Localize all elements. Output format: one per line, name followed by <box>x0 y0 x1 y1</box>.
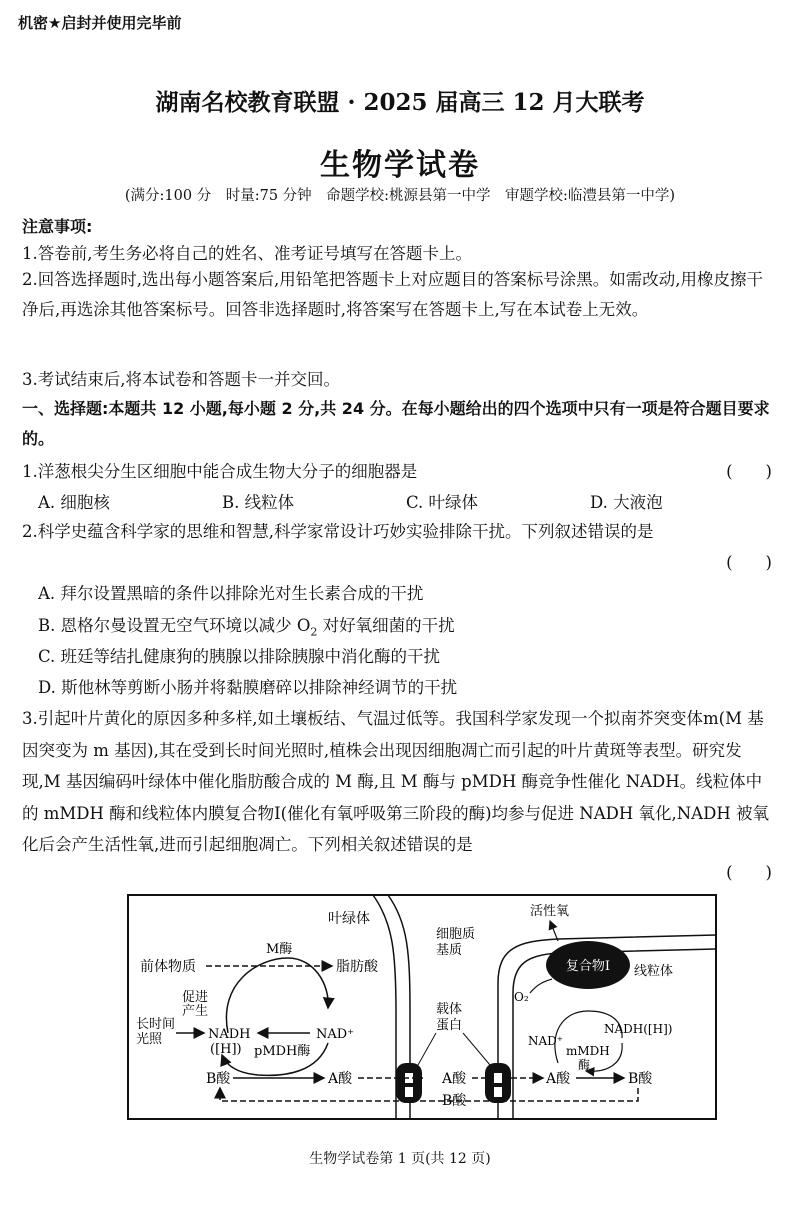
exam-title: 湖南名校教育联盟 · 2025 届高三 12 月大联考 <box>155 89 645 116</box>
nad-right-label: NAD⁺ <box>528 1034 564 1048</box>
q2-option-a: A. 拜尔设置黑暗的条件以排除光对生长素合成的干扰 <box>38 584 424 603</box>
carrier-label-2: 蛋白 <box>436 1018 463 1033</box>
b-acid-mid-label: B酸 <box>442 1093 467 1109</box>
chloroplast-membrane-outer <box>373 895 396 1119</box>
cytoplasm-label-2: 基质 <box>436 943 463 958</box>
nadh-right-label: NADH([H]) <box>604 1022 673 1036</box>
subject-title: 生物学试卷 <box>320 148 480 183</box>
q2-option-b <box>38 612 455 638</box>
exam-meta: (满分:100 分 时量:75 分钟 命题学校:桃源县第一中学 审题学校:临澧县第一中学) <box>124 188 676 204</box>
q2-option-c: C. 班廷等结扎健康狗的胰腺以排除胰腺中消化酶的干扰 <box>38 647 441 666</box>
q2-option-b-post: 对好氧细菌的干扰 <box>317 616 455 635</box>
h-label: ([H]) <box>210 1042 242 1057</box>
long-light-label-2: 光照 <box>136 1032 163 1047</box>
note-1: 1.答卷前,考生务必将自己的姓名、准考证号填写在答题卡上。 <box>22 244 472 263</box>
a-acid-right-label: A酸 <box>546 1071 571 1087</box>
ros-label: 活性氧 <box>530 904 570 919</box>
note-2: 2.回答选择题时,选出每小题答案后,用铅笔把答题卡上对应题目的答案标号涂黑。如需改动,用橡皮擦干净后,再选涂其他答案标号。回答非选择题时,将答案写在答题卡上,写在本试卷上无效。 <box>22 270 763 319</box>
note-3: 3.考试结束后,将本试卷和答题卡一并交回。 <box>22 370 340 389</box>
a-acid-left-label: A酸 <box>328 1071 353 1087</box>
section-1-heading: 一、选择题:本题共 12 小题,每小题 2 分,共 24 分。在每小题给出的四个选项中只有一项是符合题目要求的。 <box>22 399 770 448</box>
nad-label: NAD⁺ <box>316 1027 355 1042</box>
nadh-label: NADH <box>208 1027 251 1042</box>
confidential-label: 机密★启封并使用完毕前 <box>18 14 182 32</box>
q1-stem: 1.洋葱根尖分生区细胞中能合成生物大分子的细胞器是 <box>22 462 418 481</box>
promote-label-2: 产生 <box>182 1004 209 1019</box>
mmdh-label-2: 酶 <box>578 1058 591 1072</box>
q2-option-b-pre: B. 恩格尔曼设置无空气环境以减少 O <box>38 616 311 635</box>
cytoplasm-label-1: 细胞质 <box>436 927 476 942</box>
q2-option-b-sub: 2 <box>310 625 318 639</box>
complex-i-label: 复合物Ⅰ <box>565 959 611 974</box>
q2-stem: 2.科学史蕴含科学家的思维和智慧,科学家常设计巧妙实验排除干扰。下列叙述错误的是 <box>22 522 654 541</box>
q1-option-d: D. 大液泡 <box>590 493 663 512</box>
q2-answer-paren: ( ) <box>726 553 772 572</box>
metabolism-diagram <box>118 893 720 1123</box>
b-acid-left-label: B酸 <box>206 1071 231 1087</box>
chloroplast-label: 叶绿体 <box>328 911 370 927</box>
q3-stem: 3.引起叶片黄化的原因多种多样,如土壤板结、气温过低等。我国科学家发现一个拟南芥突变体m(M 基因突变为 m 基因),其在受到长时间光照时,植株会出现因细胞凋亡而引起的叶片黄斑等表型。研究发现,M 基因编码叶绿体中催化脂肪酸合成的 M 酶,且 M 酶与 pMDH 酶竞争性催化 NADH。线粒体中的 mMDH 酶和线粒体内膜复合物Ⅰ(催化有氧呼吸第三阶段的酶)均参与促进 NADH 氧化,NADH 被氧化后会产生活性氧,进而引起细胞凋亡。下列相关叙述错误的是 <box>22 709 769 854</box>
mito-label: 线粒体 <box>634 964 674 979</box>
mmdh-label-1: mMDH <box>566 1044 610 1058</box>
precursor-label: 前体物质 <box>140 959 196 975</box>
q2-option-d: D. 斯他林等剪断小肠并将黏膜磨碎以排除神经调节的干扰 <box>38 678 458 697</box>
b-acid-right-label: B酸 <box>628 1071 653 1087</box>
q3-answer-paren: ( ) <box>726 863 772 882</box>
q1-option-a: A. 细胞核 <box>38 493 110 512</box>
notes-heading: 注意事项: <box>22 217 93 236</box>
o2-label: O₂ <box>514 990 529 1004</box>
long-light-label-1: 长时间 <box>136 1017 176 1032</box>
q1-option-b: B. 线粒体 <box>222 493 295 512</box>
q1-answer-paren: ( ) <box>726 462 772 481</box>
q1-option-c: C. 叶绿体 <box>406 493 479 512</box>
m-enzyme-label: M酶 <box>266 942 293 957</box>
page-footer: 生物学试卷第 1 页(共 12 页) <box>309 1151 491 1167</box>
promote-label-1: 促进 <box>182 990 209 1005</box>
carrier-label-1: 载体 <box>436 1002 463 1017</box>
pmdh-label: pMDH酶 <box>254 1044 311 1059</box>
a-acid-mid-label: A酸 <box>442 1071 467 1087</box>
fatty-acid-label: 脂肪酸 <box>336 959 378 975</box>
